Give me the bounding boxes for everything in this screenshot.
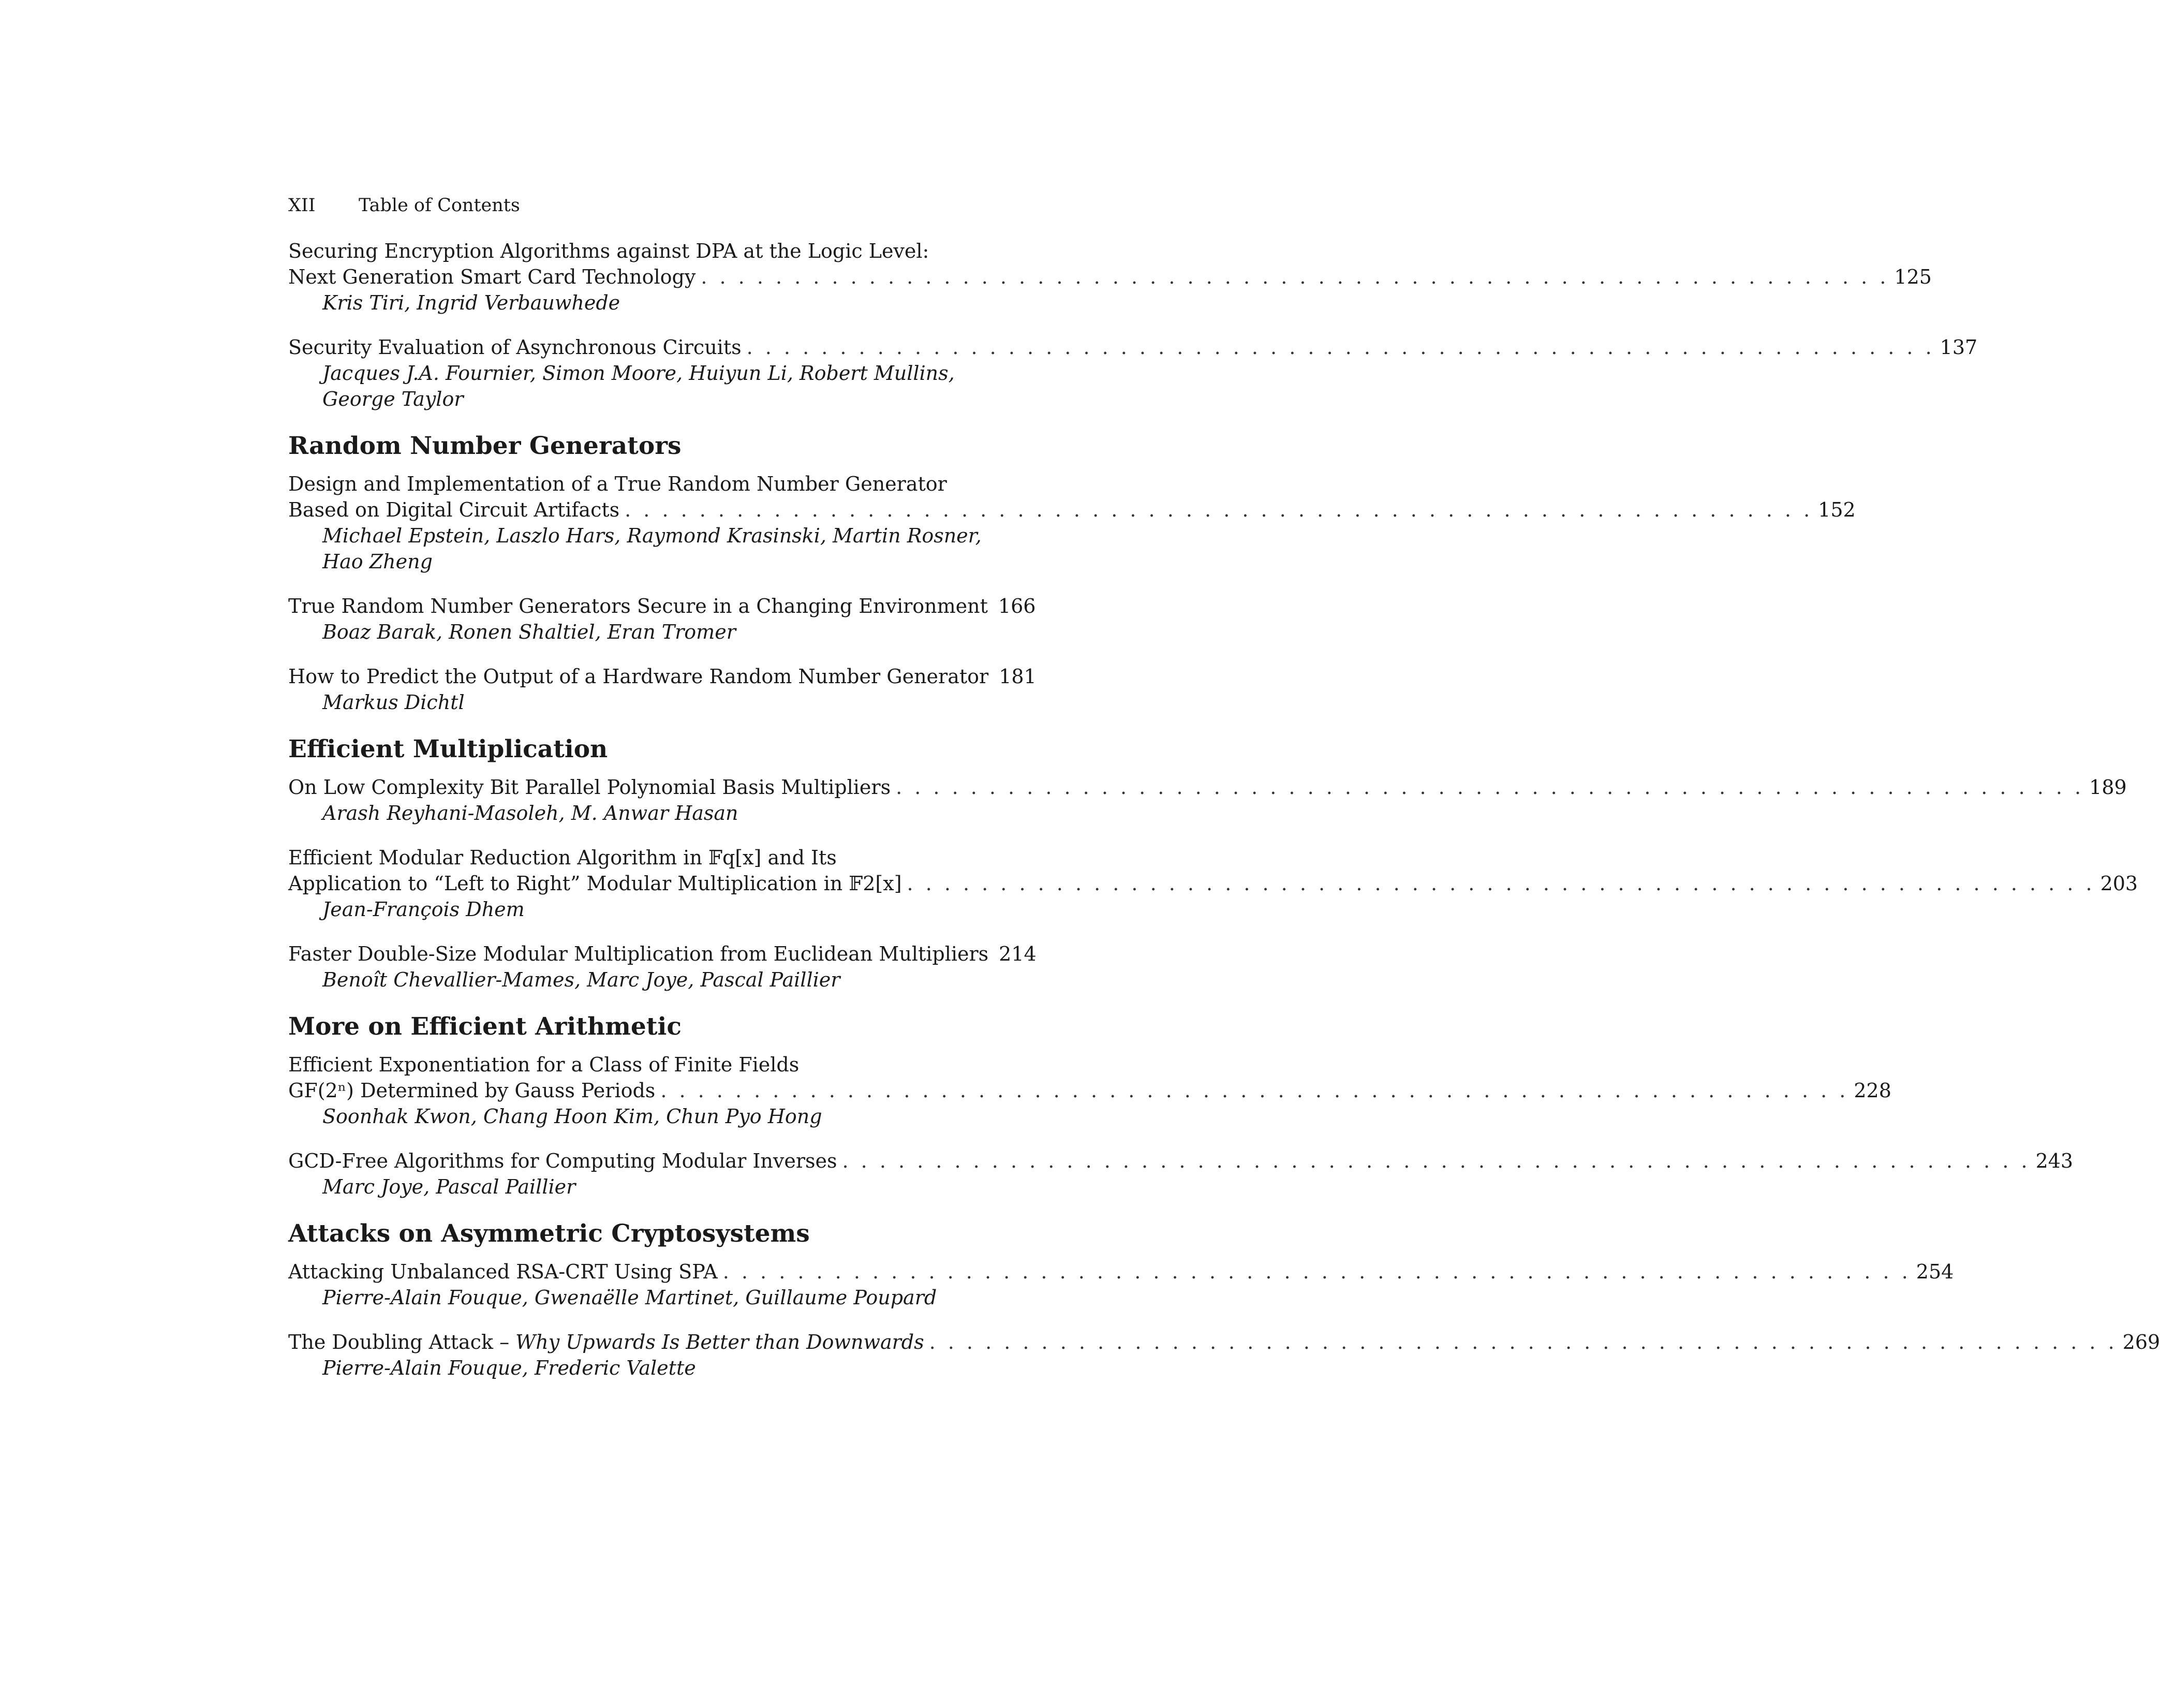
entry-title-line [288,1329,924,1355]
running-title: Table of Contents [359,195,520,216]
entry-page-number[interactable]: 125 [1894,266,1932,288]
section-heading: More on Efficient Arithmetic [288,1012,682,1041]
dot-leader: . . . . . . . . . . . . . . . . . . . . . . . . . . . . . . . . . . . . . . . . . . . . . . . . . . . . . . . . . . . . . . . . [722,1260,1911,1283]
entry-authors: George Taylor [322,388,464,410]
entry-title-line: GCD-Free Algorithms for Computing Modular Inverses [288,1150,837,1172]
entry-page-number[interactable]: 214 [999,943,1037,965]
toc-page [288,193,2160,1400]
entry-page-number[interactable]: 166 [998,595,1036,617]
entry-page-number[interactable]: 243 [2035,1150,2074,1172]
entry-authors: Marc Joye, Pascal Paillier [322,1175,576,1198]
dot-leader: . . . . . . . . . . . . . . . . . . . . . . . . . . . . . . . . . . . . . . . . . . . . . . . . . . . . . . . . . . . . . . . . [929,1331,2118,1353]
entry-page-number[interactable]: 228 [1854,1079,1891,1102]
toc-entry[interactable] [288,845,2138,922]
entry-authors: Kris Tiri, Ingrid Verbauwhede [322,291,620,314]
entry-title-line: Based on Digital Circuit Artifacts [288,498,620,521]
entry-title-line: Security Evaluation of Asynchronous Circuits [288,336,742,359]
entry-title-line: Efficient Modular Reduction Algorithm in 𝔽q[x] and Its [288,846,837,869]
dot-leader: . . . . . . . . . . . . . . . . . . . . . . . . . . . . . . . . . . . . . . . . . . . . . . . . . . . . . . . . . . . . . . . . [907,872,2095,895]
entry-page-number[interactable]: 203 [2100,872,2138,895]
toc-entry[interactable] [288,334,1978,412]
entry-authors: Jacques J.A. Fournier, Simon Moore, Huiyun Li, Robert Mullins, [322,362,955,385]
title-prefix: The Doubling Attack – [288,1331,510,1353]
entry-title-line: On Low Complexity Bit Parallel Polynomial Basis Multipliers [288,776,891,799]
entry-title-line: Efficient Exponentiation for a Class of Finite Fields [288,1053,800,1076]
entry-page-number[interactable]: 181 [999,665,1037,688]
entry-title-line: Next Generation Smart Card Technology [288,266,696,288]
dot-leader: . . . . . . . . . . . . . . . . . . . . . . . . . . . . . . . . . . . . . . . . . . . . . . . . . . . . . . . . . . . . . . . . [842,1150,2031,1172]
entry-page-number[interactable]: 254 [1916,1260,1954,1283]
entry-page-number[interactable]: 137 [1940,336,1978,359]
entry-authors: Pierre-Alain Fouque, Frederic Valette [322,1357,696,1379]
entry-authors: Pierre-Alain Fouque, Gwenaëlle Martinet, Guillaume Poupard [322,1286,937,1309]
entry-title-line: GF(2ⁿ) Determined by Gauss Periods [288,1079,656,1102]
entry-authors: Markus Dichtl [322,691,465,714]
entry-page-number[interactable]: 189 [2089,776,2127,799]
entry-authors: Arash Reyhani-Masoleh, M. Anwar Hasan [322,802,738,824]
entry-page-number[interactable]: 269 [2122,1331,2160,1353]
entry-authors: Benoît Chevallier-Mames, Marc Joye, Pascal Paillier [322,968,840,991]
entry-page-number[interactable]: 152 [1818,498,1856,521]
entry-authors: Jean-François Dhem [322,898,525,921]
section-heading: Efficient Multiplication [288,735,608,763]
toc-entry[interactable] [288,1329,2160,1381]
dot-leader: . . . . . . . . . . . . . . . . . . . . . . . . . . . . . . . . . . . . . . . . . . . . . . . . . . . . . . . . . . . . . . . . [746,336,1935,359]
toc-entry[interactable] [288,941,1037,993]
title-italic: Why Upwards Is Better than Downwards [515,1331,924,1353]
entry-authors: Michael Epstein, Laszlo Hars, Raymond Krasinski, Martin Rosner, [322,524,982,547]
dot-leader: . . . . . . . . . . . . . . . . . . . . . . . . . . . . . . . . . . . . . . . . . . . . . . . . . . . . . . . . . . . . . . . . [896,776,2084,799]
entry-authors: Soonhak Kwon, Chang Hoon Kim, Chun Pyo Hong [322,1105,822,1128]
page-number: XII [288,195,316,216]
entry-authors: Hao Zheng [322,550,433,573]
toc-entry[interactable] [288,1148,2074,1200]
dot-leader: . . . . . . . . . . . . . . . . . . . . . . . . . . . . . . . . . . . . . . . . . . . . . . . . . . . . . . . . . . . . . . . . [701,266,1889,288]
entry-title-line: How to Predict the Output of a Hardware Random Number Generator [288,665,989,688]
toc-entry[interactable] [288,593,1036,645]
entry-title-line: Securing Encryption Algorithms against DPA at the Logic Level: [288,240,929,262]
toc-entry[interactable] [288,664,1037,715]
dot-leader: . . . . . . . . . . . . . . . . . . . . . . . . . . . . . . . . . . . . . . . . . . . . . . . . . . . . . . . . . . . . . . . . [660,1079,1849,1102]
entry-title-line: Application to “Left to Right” Modular Multiplication in 𝔽2[x] [288,872,902,895]
toc-entry[interactable] [288,471,1856,575]
entry-title-line: Attacking Unbalanced RSA-CRT Using SPA [288,1260,718,1283]
dot-leader: . . . . . . . . . . . . . . . . . . . . . . . . . . . . . . . . . . . . . . . . . . . . . . . . . . . . . . . . . . . . . . . . [625,498,1813,521]
toc-entry[interactable] [288,1052,1891,1129]
section-heading: Attacks on Asymmetric Cryptosystems [288,1219,810,1248]
entry-title-line: True Random Number Generators Secure in a Changing Environment [288,595,988,617]
section-heading: Random Number Generators [288,432,682,460]
toc-entry[interactable] [288,238,1932,316]
entry-authors: Boaz Barak, Ronen Shaltiel, Eran Tromer [322,621,736,643]
entry-title-line: Faster Double-Size Modular Multiplication from Euclidean Multipliers [288,943,989,965]
entry-title-line: Design and Implementation of a True Random Number Generator [288,473,947,495]
toc-entry[interactable] [288,1259,1954,1311]
toc-entry[interactable] [288,774,2127,826]
running-header [288,193,1028,218]
